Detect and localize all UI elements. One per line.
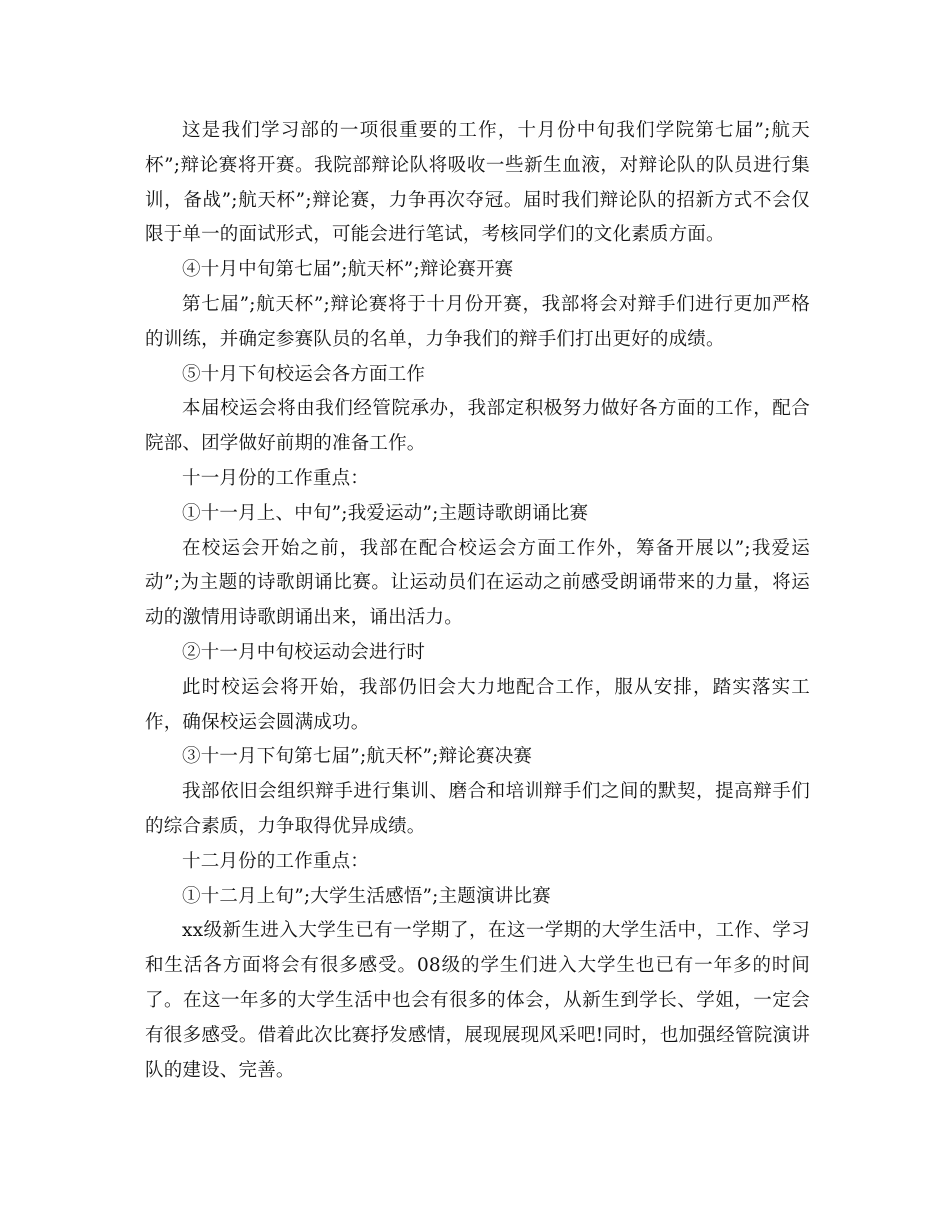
paragraph: xx级新生进入大学生已有一学期了，在这一学期的大学生活中，工作、学习和生活各方面将会有很多感受。08级的学生们进入大学生也已有一年多的时间了。在这一年多的大学生活中也会有很多的体会，从新生到学长、学姐，一定会有很多感受。借着此次比赛抒发感情，展现展现风采吧!同时，也加强经管院演讲队的建设、完善。 bbox=[145, 920, 810, 1081]
item-heading: ①十二月上旬”;大学生活感悟”;主题演讲比赛 bbox=[182, 885, 551, 907]
paragraph: 在校运会开始之前，我部在配合校运会方面工作外，筹备开展以”;我爱运动”;为主题的诗歌朗诵比赛。让运动员们在运动之前感受朗诵带来的力量，将运动的激情用诗歌朗诵出来，诵出活力。 bbox=[145, 537, 810, 629]
document-body bbox=[145, 114, 810, 1088]
paragraph: 我部依旧会组织辩手进行集训、磨合和培训辩手们之间的默契，提高辩手们的综合素质，力争取得优异成绩。 bbox=[145, 781, 810, 837]
paragraph: 此时校运会将开始，我部仍旧会大力地配合工作，服从安排，踏实落实工作，确保校运会圆满成功。 bbox=[145, 676, 810, 733]
item-heading: ③十一月下旬第七届”;航天杯”;辩论赛决赛 bbox=[182, 746, 533, 768]
paragraph: 第七届”;航天杯”;辩论赛将于十月份开赛，我部将会对辩手们进行更加严格的训练，并确定参赛队员的名单，力争我们的辩手们打出更好的成绩。 bbox=[145, 293, 810, 350]
section-heading: 十二月份的工作重点： bbox=[182, 850, 370, 872]
paragraph: 本届校运会将由我们经管院承办，我部定积极努力做好各方面的工作，配合院部、团学做好前期的准备工作。 bbox=[145, 398, 810, 455]
item-heading: ⑤十月下旬校运会各方面工作 bbox=[182, 363, 426, 385]
item-heading: ①十一月上、中旬”;我爱运动”;主题诗歌朗诵比赛 bbox=[182, 502, 589, 524]
item-heading: ②十一月中旬校运动会进行时 bbox=[182, 641, 426, 663]
paragraph: 这是我们学习部的一项很重要的工作，十月份中旬我们学院第七届”;航天杯”;辩论赛将开赛。我院部辩论队将吸收一些新生血液，对辩论队的队员进行集训，备战”;航天杯”;辩论赛，力争再次夺冠。届时我们辩论队的招新方式不会仅限于单一的面试形式，可能会进行笔试，考核同学们的文化素质方面。 bbox=[145, 120, 810, 246]
item-heading: ④十月中旬第七届”;航天杯”;辩论赛开赛 bbox=[182, 259, 514, 281]
section-heading: 十一月份的工作重点： bbox=[182, 467, 370, 489]
